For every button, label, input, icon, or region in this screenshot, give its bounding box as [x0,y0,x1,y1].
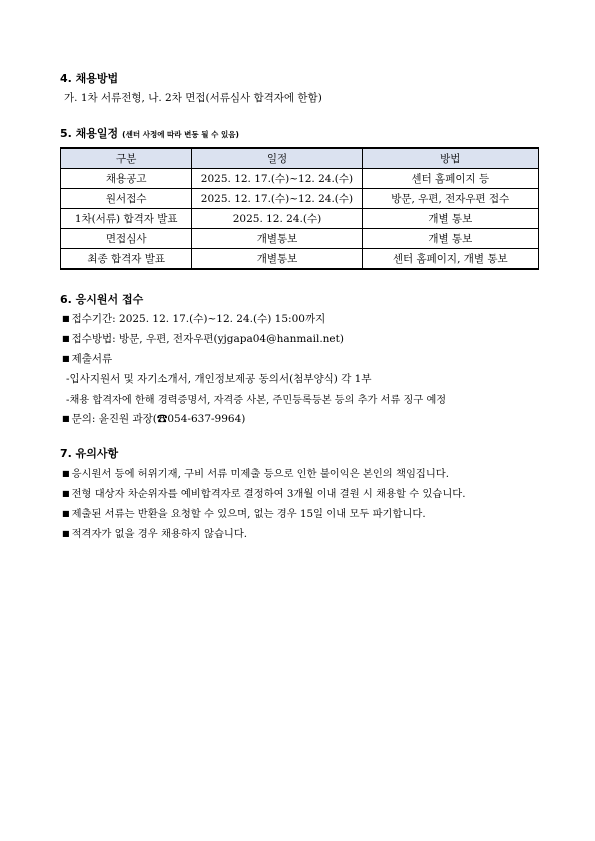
list-item [62,465,449,480]
table-row [61,189,539,209]
table-row [61,249,539,270]
table-row [61,229,539,249]
list-item [62,311,325,326]
list-item [62,411,245,426]
table-row [61,169,539,189]
section-4-title: 4. 채용방법 [60,72,119,85]
bullet-square-icon: ■ [62,509,70,518]
table-cell: 개별통보 [192,249,362,270]
table-cell: 2025. 12. 17.(수)~12. 24.(수) [192,169,362,189]
table-cell: 개별통보 [192,229,362,249]
header-schedule: 일정 [192,148,362,169]
bullet-square-icon: ■ [62,469,70,478]
notice-item: 전형 대상자 차순위자를 예비합격자로 결정하여 3개월 이내 결원 시 채용할 수 있습니다. [71,488,466,500]
section-5-note: (센터 사정에 따라 변동 될 수 있음) [122,130,239,139]
notice-item: 적격자가 없을 경우 채용하지 않습니다. [71,528,248,540]
section-4-text: 가. 1차 서류전형, 나. 2차 면접(서류심사 합격자에 한함) [64,92,322,104]
section-5-title [60,125,239,141]
table-row [61,209,539,229]
bullet-square-icon: ■ [62,489,70,498]
bullet-square-icon: ■ [62,529,70,538]
bullet-square-icon: ■ [62,314,70,323]
bullet-square-icon: ■ [62,354,70,363]
table-cell: 센터 홈페이지, 개별 통보 [362,249,538,270]
notice-item: 응시원서 등에 허위기재, 구비 서류 미제출 등으로 인한 불이익은 본인의 책임집니다. [71,468,450,480]
required-documents-detail-2: -채용 합격자에 한해 경력증명서, 자격증 사본, 주민등록등본 등의 추가 서류 징구 예정 [66,395,447,406]
required-documents: 제출서류 [71,353,113,365]
table-cell: 센터 홈페이지 등 [362,169,538,189]
table-cell: 2025. 12. 17.(수)~12. 24.(수) [192,189,362,209]
application-period: 접수기간: 2025. 12. 17.(수)~12. 24.(수) 15:00까지 [71,313,326,325]
table-header-row [61,148,539,169]
list-item [62,505,426,520]
bullet-square-icon: ■ [62,334,70,343]
schedule-table [60,147,539,270]
section-6-title: 6. 응시원서 접수 [60,293,144,306]
table-cell: 채용공고 [61,169,192,189]
notice-item: 제출된 서류는 반환을 요청할 수 있으며, 없는 경우 15일 이내 모두 파기합니다. [71,508,426,520]
table-cell: 방문, 우편, 전자우편 접수 [362,189,538,209]
list-item [62,525,247,540]
table-cell: 2025. 12. 24.(수) [192,209,362,229]
list-item [62,485,466,500]
section-7-title: 7. 유의사항 [60,447,119,460]
table-cell: 개별 통보 [362,229,538,249]
table-cell: 1차(서류) 합격자 발표 [61,209,192,229]
header-category: 구분 [61,148,192,169]
header-method: 방법 [362,148,538,169]
table-cell: 최종 합격자 발표 [61,249,192,270]
bullet-square-icon: ■ [62,414,70,423]
section-5-title-text: 5. 채용일정 [60,127,119,140]
required-documents-detail-1: -입사지원서 및 자기소개서, 개인정보제공 동의서(첨부양식) 각 1부 [66,373,372,385]
list-item [62,351,112,366]
list-item [62,331,344,346]
application-method: 접수방법: 방문, 우편, 전자우편(yjgapa04@hanmail.net) [71,333,344,345]
table-cell: 면접심사 [61,229,192,249]
table-cell: 개별 통보 [362,209,538,229]
contact-info: 문의: 윤진원 과장(☎054-637-9964) [71,413,246,425]
table-cell: 원서접수 [61,189,192,209]
